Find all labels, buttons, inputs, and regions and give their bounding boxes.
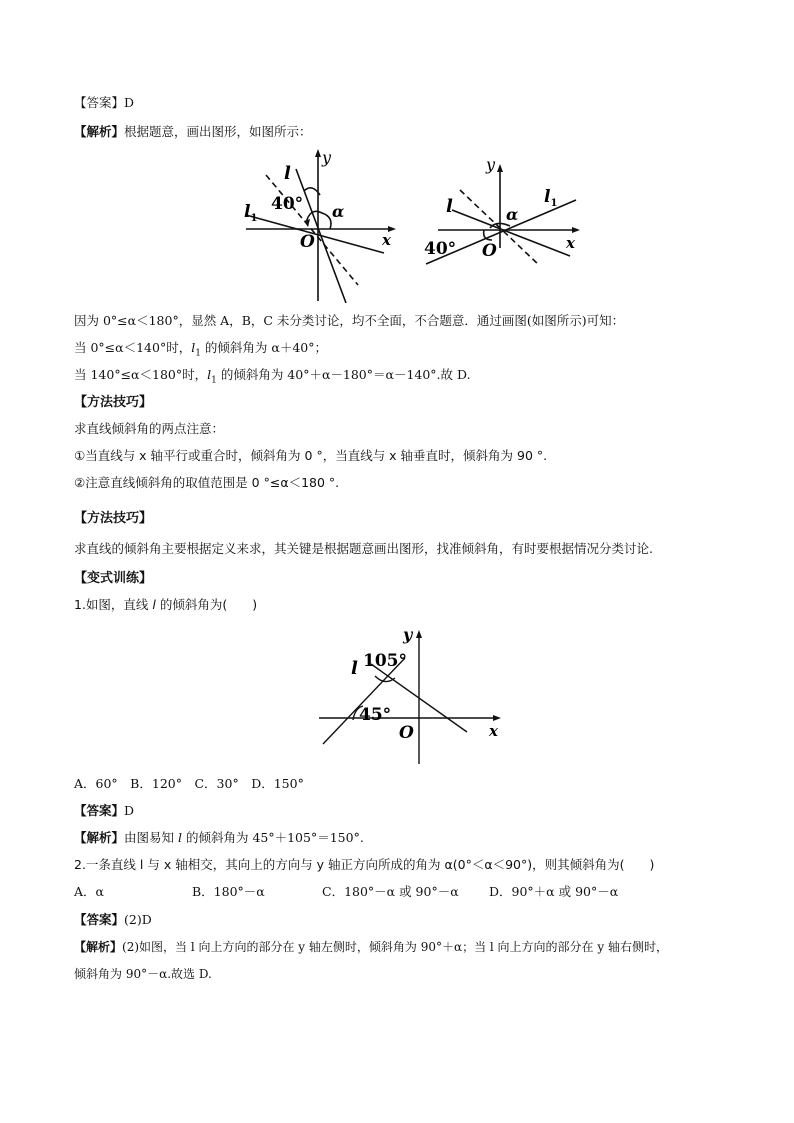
question-2-option-c: C．180°－α 或 90°－α bbox=[322, 884, 459, 899]
x-axis-label: x bbox=[382, 231, 391, 249]
case-line-1: 当 0°≤α＜140°时，$l_1$ 的倾斜角为 α＋40°； bbox=[74, 340, 327, 359]
angle-40-label: 40° bbox=[424, 239, 457, 259]
question-1-options: A．60° B．120° C．30° D．150° bbox=[74, 776, 304, 791]
answer-line-1 bbox=[74, 95, 134, 111]
answer-value: D bbox=[124, 95, 135, 110]
y-axis-label: y bbox=[322, 148, 332, 167]
training-heading: 【变式训练】 bbox=[74, 571, 153, 586]
x-axis-label: x bbox=[489, 722, 498, 740]
origin-label: O bbox=[300, 232, 315, 252]
analysis-line-3: 【解析】(2)如图，当 l 向上方向的部分在 y 轴左侧时，倾斜角为 90°＋α；当 l 向上方向的部分在 y 轴右侧时， bbox=[74, 940, 668, 954]
y-axis-label: y bbox=[403, 625, 413, 644]
reason-line: 因为 0°≤α＜180°，显然 A，B，C 未分类讨论，均不全面，不合题意．通过画图(如图所示)可知： bbox=[74, 313, 625, 328]
figure-2 bbox=[315, 622, 510, 767]
angle-40-label: 40° bbox=[271, 194, 304, 214]
question-2-option-d: D．90°＋α 或 90°－α bbox=[489, 884, 619, 899]
alpha-label: α bbox=[506, 205, 519, 224]
question-2: 2.一条直线 l 与 x 轴相交，其向上的方向与 y 轴正方向所成的角为 α(0°＜α＜90°)，则其倾斜角为( ) bbox=[74, 857, 655, 872]
answer-line-3: 【答案】(2)D bbox=[74, 912, 152, 927]
figure-1-left bbox=[238, 143, 398, 303]
y-axis-label: y bbox=[486, 155, 496, 174]
question-2-option-a: A．α bbox=[74, 884, 104, 899]
question-2-option-b: B．180°－α bbox=[192, 884, 265, 899]
question-1: 1.如图，直线 l 的倾斜角为( ) bbox=[74, 597, 258, 612]
line-l-label: l bbox=[446, 196, 453, 217]
answer-label: 【答案】 bbox=[74, 95, 125, 110]
method-tips-point-2: ②注意直线倾斜角的取值范围是 0 °≤α＜180 °. bbox=[74, 475, 340, 490]
angle-45-label: 45° bbox=[359, 705, 392, 725]
case-line-2: 当 140°≤α＜180°时，$l_1$ 的倾斜角为 40°＋α－180°＝α－140°.故 D. bbox=[74, 367, 471, 386]
analysis-text: 根据题意，画出图形，如图所示： bbox=[124, 124, 312, 139]
analysis-label: 【解析】 bbox=[74, 124, 125, 139]
method-tips-text: 求直线的倾斜角主要根据定义来求，其关键是根据题意画出图形，找准倾斜角，有时要根据情况分类讨论. bbox=[74, 541, 653, 556]
line-l-label: l bbox=[351, 658, 358, 679]
origin-label: O bbox=[482, 241, 497, 261]
origin-label: O bbox=[399, 723, 414, 743]
method-tips-intro: 求直线倾斜角的两点注意： bbox=[74, 421, 225, 436]
line-l1-label: $l_1$ bbox=[244, 202, 258, 224]
answer-line-2: 【答案】D bbox=[74, 803, 135, 818]
x-axis-label: x bbox=[566, 234, 575, 252]
figure-1-right bbox=[420, 150, 585, 265]
alpha-label: α bbox=[332, 202, 345, 221]
line-l1-label: $l_1$ bbox=[544, 187, 558, 209]
line-l-label: l bbox=[284, 163, 291, 184]
analysis-line-2: 【解析】由图易知 l 的倾斜角为 45°＋105°＝150°. bbox=[74, 830, 364, 845]
method-tips-heading-2: 【方法技巧】 bbox=[74, 511, 153, 526]
method-tips-heading-1: 【方法技巧】 bbox=[74, 395, 153, 410]
angle-105-label: 105° bbox=[363, 651, 407, 671]
analysis-line-1 bbox=[74, 124, 312, 140]
method-tips-point-1: ①当直线与 x 轴平行或重合时，倾斜角为 0 °，当直线与 x 轴垂直时，倾斜角为 90 °. bbox=[74, 448, 548, 463]
analysis-line-3-continued: 倾斜角为 90°－α.故选 D. bbox=[74, 967, 212, 981]
